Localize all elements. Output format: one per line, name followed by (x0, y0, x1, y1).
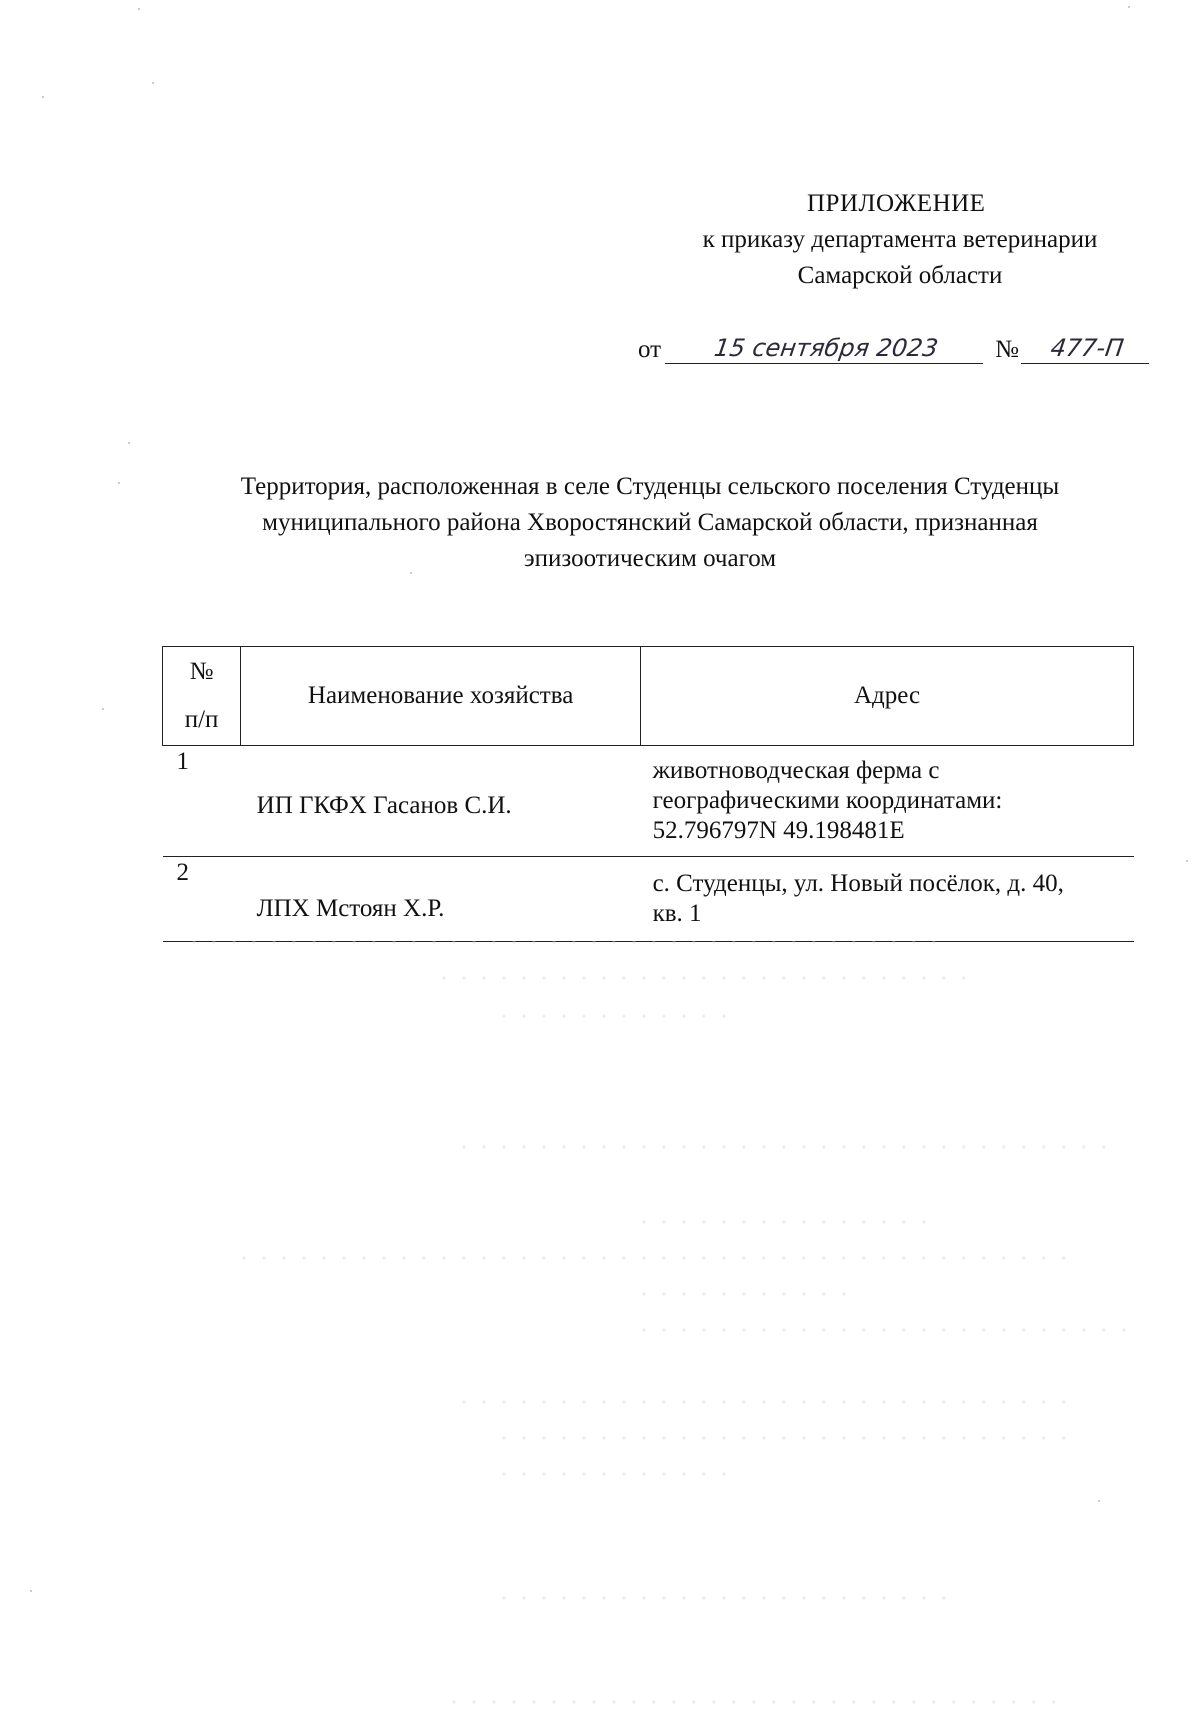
scan-speck (42, 96, 44, 98)
scan-speck (102, 708, 104, 710)
row-farm-name: ИП ГКФХ Гасанов С.И. (241, 746, 641, 857)
address-line: географическими координатами: (652, 787, 1003, 814)
scan-bleed-through: · · · · · · · · · · · · (500, 1004, 731, 1030)
order-from-label: от (638, 336, 662, 363)
scan-speck (118, 482, 120, 484)
farms-table-header (163, 647, 1134, 746)
scan-speck (138, 8, 140, 10)
table-row (163, 857, 1134, 942)
address-line: животноводческая ферма с (652, 757, 940, 784)
header-number (163, 647, 241, 746)
row-address (641, 746, 1134, 857)
scan-bleed-through: · · · · · · · · · · · · · · · (640, 1210, 931, 1236)
scan-bleed-through: · · · · · · · · · · · · · · · · · · · · · · · (500, 1586, 951, 1612)
appendix-title: ПРИЛОЖЕНИЕ (807, 190, 986, 217)
row-address (641, 857, 1134, 942)
scan-bleed-through: · · · · · · · · · · · · · · · · · · · · · · · · · · · · · (500, 1426, 1071, 1452)
header-number-symbol: № (189, 658, 214, 685)
scan-bleed-through: · · · · · · · · · · · (640, 1282, 851, 1308)
header-number-abbrev: п/п (184, 706, 219, 733)
order-date-handwritten: 15 сентября 2023 (665, 334, 987, 364)
address-line: с. Студенцы, ул. Новый посёлок, д. 40, (652, 870, 1064, 897)
scan-bleed-through: · · · · · · · · · · · · · · · · · · · · · · · · · · · · · · · (460, 1390, 1071, 1416)
scan-bleed-through: · · · · · · · · · · · · · · · · · · · · · · · · · · · · · · · · · (460, 1135, 1111, 1161)
table-row (163, 746, 1134, 857)
appendix-region-line: Самарской области (797, 262, 1003, 289)
scan-bleed-through: · · · · · · · · · · · · · · · · · · · · · · · · · · · · · · · · · · · · · · (190, 930, 941, 956)
heading-line-3: эпизоотическим очагом (523, 545, 777, 572)
appendix-reference-line: к приказу департамента ветеринарии (702, 226, 1098, 253)
scan-bleed-through: · · · · · · · · · · · · · · · · · · · · · · · · · · · (440, 966, 971, 992)
farms-table (162, 646, 1134, 942)
address-line: кв. 1 (652, 900, 702, 927)
document-heading (170, 469, 1130, 577)
scan-speck (152, 82, 154, 84)
heading-line-1: Территория, расположенная в селе Студенцы сельского поселения Студенцы (240, 473, 1060, 500)
scan-speck (30, 1590, 32, 1592)
scan-speck (1186, 860, 1188, 862)
order-number-handwritten: 477-П (1021, 334, 1153, 364)
scan-bleed-through: · · · · · · · · · · · · · · · · · · · · · · · · · · · · · · · · · · · · · · · · · · (240, 1246, 1071, 1272)
header-address: Адрес (641, 647, 1134, 746)
scan-bleed-through: · · · · · · · · · · · · · · · · · · · · · · · · · (640, 1318, 1131, 1344)
scan-bleed-through: · · · · · · · · · · · · (500, 1462, 731, 1488)
scan-speck (410, 572, 412, 574)
order-details (638, 330, 1151, 364)
scan-speck (1098, 1500, 1100, 1502)
scan-bleed-through: · · · · · · · · · · · · · · · · · · · · · · · · · · · · · · · (450, 1690, 1061, 1716)
order-number-label: № (995, 336, 1019, 363)
scan-speck (1128, 6, 1130, 8)
header-farm-name: Наименование хозяйства (241, 647, 641, 746)
row-farm-name: ЛПХ Мстоян Х.Р. (241, 857, 641, 942)
heading-line-2: муниципального района Хворостянский Самарской области, признанная (262, 509, 1038, 536)
row-number: 1 (163, 746, 241, 857)
scan-speck (128, 442, 130, 444)
header-row (163, 647, 1134, 746)
address-line: 52.796797N 49.198481E (652, 817, 905, 844)
farms-table-body (163, 746, 1134, 942)
row-number: 2 (163, 857, 241, 942)
